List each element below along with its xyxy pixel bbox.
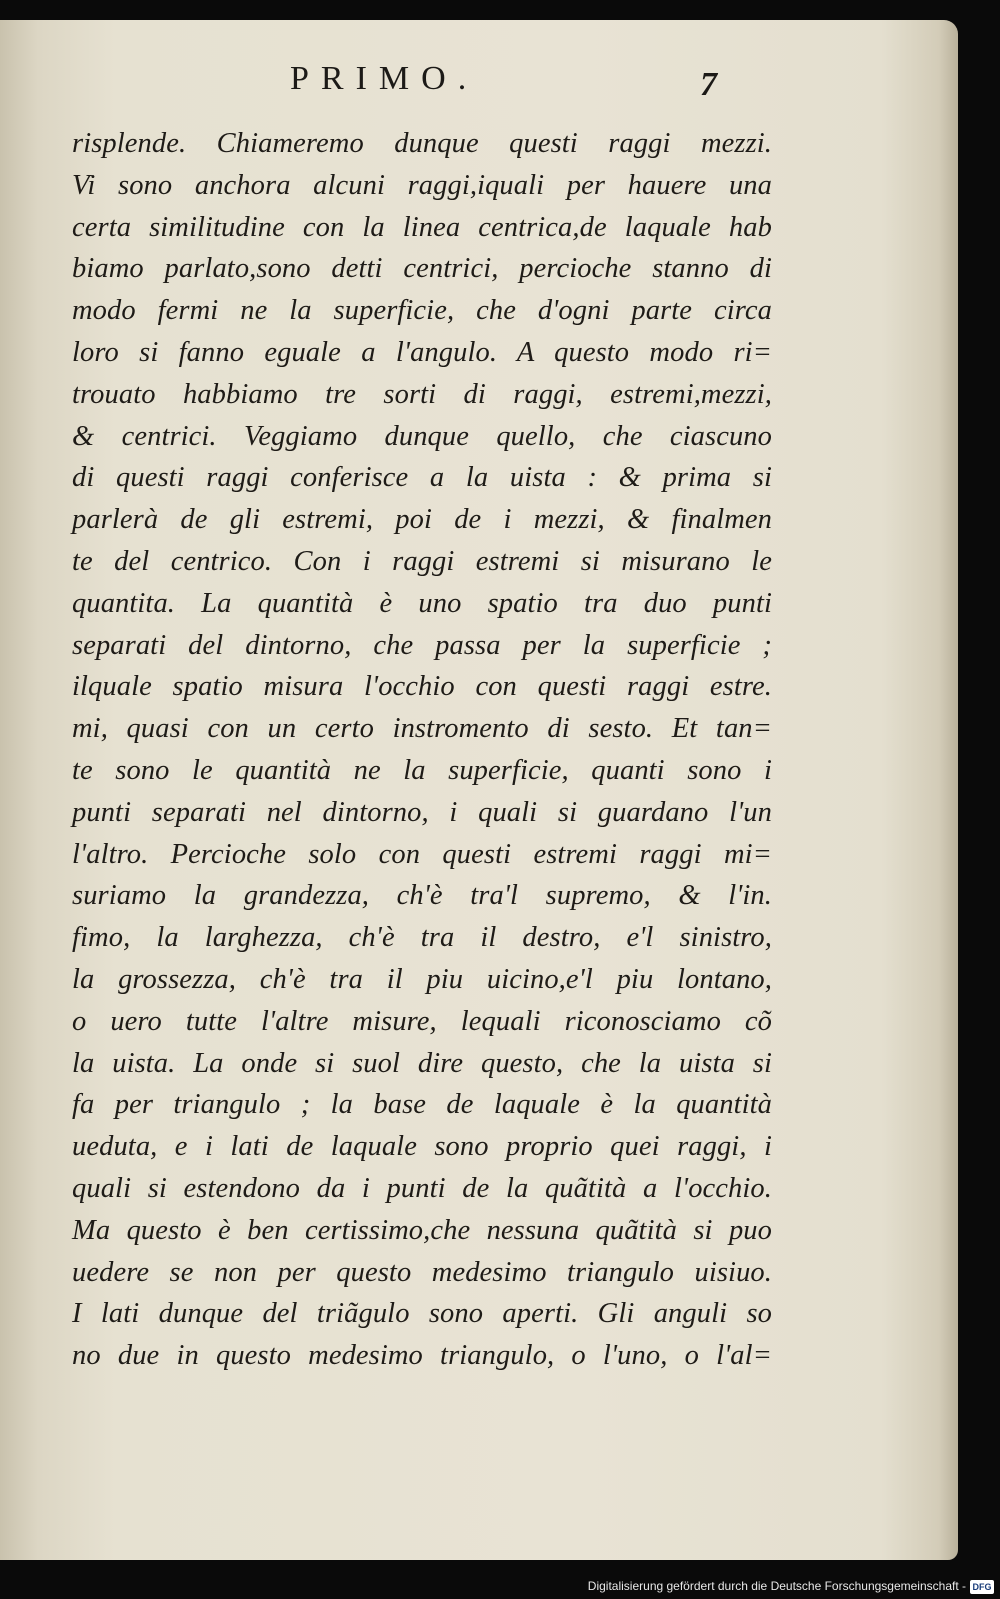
digitization-credit: Digitalisierung gefördert durch die Deutsche Forschungsgemeinschaft - [587, 1579, 966, 1593]
book-page [0, 20, 958, 1560]
text-line: di questi raggi conferisce a la uista : & prima si [72, 462, 772, 494]
text-line: quali si estendono da i punti de la quãtità a l'occhio. [72, 1172, 772, 1204]
text-line: quantita. La quantità è uno spatio tra duo punti [72, 587, 772, 619]
text-line: la uista. La onde si suol dire questo, che la uista si [72, 1047, 772, 1079]
text-line: Vi sono anchora alcuni raggi,iquali per hauere una [72, 169, 772, 201]
dfg-logo: DFG [970, 1580, 994, 1594]
text-line: modo fermi ne la superficie, che d'ogni parte circa [72, 295, 772, 327]
text-line: fimo, la larghezza, ch'è tra il destro, e'l sinistro, [72, 922, 772, 954]
text-line: punti separati nel dintorno, i quali si guardano l'un [72, 796, 772, 828]
text-line: separati del dintorno, che passa per la superficie ; [72, 629, 772, 661]
text-line: certa similitudine con la linea centrica,de laquale hab [72, 211, 772, 243]
text-line: biamo parlato,sono detti centrici, percioche stanno di [72, 253, 772, 285]
text-line: te del centrico. Con i raggi estremi si misurano le [72, 545, 772, 577]
text-line: ilquale spatio misura l'occhio con questi raggi estre. [72, 671, 772, 703]
text-line: & centrici. Veggiamo dunque quello, che ciascuno [72, 420, 772, 452]
text-line: l'altro. Percioche solo con questi estremi raggi mi= [72, 838, 772, 870]
text-line: suriamo la grandezza, ch'è tra'l supremo, & l'in. [72, 880, 772, 912]
text-line: mi, quasi con un certo instromento di sesto. Et tan= [72, 713, 772, 745]
text-line: Ma questo è ben certissimo,che nessuna quãtità si puo [72, 1214, 772, 1246]
text-line: o uero tutte l'altre misure, lequali riconosciamo cõ [72, 1005, 772, 1037]
running-title: PRIMO. [290, 60, 479, 97]
text-line: I lati dunque del triãgulo sono aperti. Gli anguli so [72, 1298, 772, 1330]
page-number: 7 [700, 66, 717, 103]
text-line: parlerà de gli estremi, poi de i mezzi, & finalmen [72, 504, 772, 536]
text-line: loro si fanno eguale a l'angulo. A questo modo ri= [72, 336, 772, 368]
text-line: ueduta, e i lati de laquale sono proprio quei raggi, i [72, 1131, 772, 1163]
text-line: la grossezza, ch'è tra il piu uicino,e'l piu lontano, [72, 963, 772, 995]
text-line: uedere se non per questo medesimo triangulo uisiuo. [72, 1256, 772, 1288]
text-line: risplende. Chiameremo dunque questi raggi mezzi. [72, 128, 772, 159]
page-header [0, 60, 958, 110]
text-line: trouato habbiamo tre sorti di raggi, estremi,mezzi, [72, 378, 772, 410]
text-line: fa per triangulo ; la base de laquale è la quantità [72, 1089, 772, 1121]
text-line: te sono le quantità ne la superficie, quanti sono i [72, 754, 772, 786]
body-text [72, 123, 772, 1377]
text-line: no due in questo medesimo triangulo, o l'uno, o l'al= [72, 1340, 772, 1372]
